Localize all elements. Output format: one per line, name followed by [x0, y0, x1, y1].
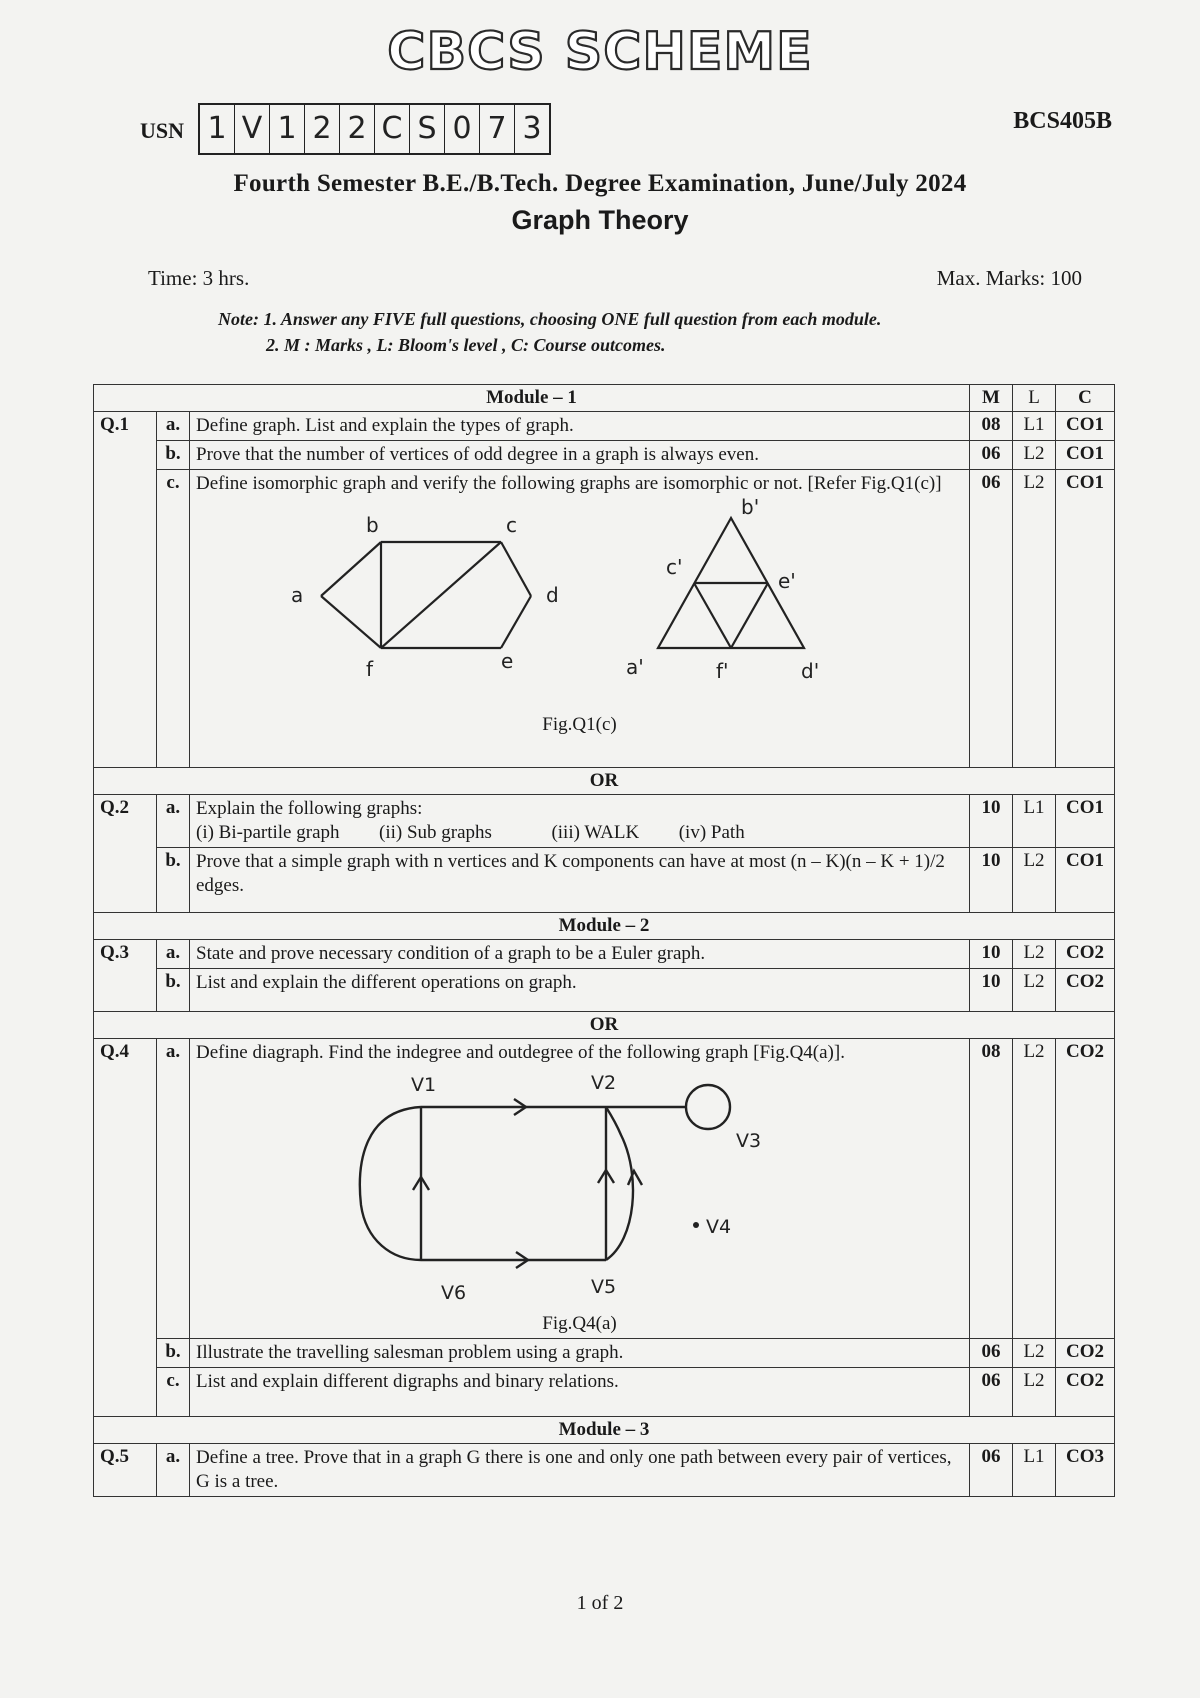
vertex-label: V3	[736, 1130, 762, 1152]
vertex-label: V6	[441, 1282, 467, 1304]
list-item: (iv) Path	[678, 822, 745, 843]
vertex-label: V4	[706, 1216, 732, 1238]
usn-char: 2	[340, 105, 375, 153]
course-outcome: CO2	[1056, 1339, 1115, 1368]
question-row	[94, 795, 1115, 848]
question-row	[94, 1444, 1115, 1497]
course-outcome: CO1	[1056, 848, 1115, 913]
marks: 06	[970, 1444, 1013, 1497]
sub-label: a.	[157, 1444, 190, 1497]
question-text: Illustrate the travelling salesman problem using a graph.	[190, 1339, 970, 1368]
marks: 08	[970, 412, 1013, 441]
course-outcome: CO1	[1056, 795, 1115, 848]
sub-label: a.	[157, 412, 190, 441]
course-outcome: CO2	[1056, 969, 1115, 1012]
usn-char: 1	[270, 105, 305, 153]
blooms-level: L1	[1013, 795, 1056, 848]
module-header-row	[94, 1417, 1115, 1444]
subject-title: Graph Theory	[511, 205, 689, 235]
usn-char: 0	[445, 105, 480, 153]
question-number: Q.5	[94, 1444, 157, 1497]
question-row	[94, 1039, 1115, 1339]
question-text-with-items	[190, 795, 970, 848]
course-outcome: CO2	[1056, 940, 1115, 969]
instructions-note	[218, 306, 881, 358]
sub-label: b.	[157, 441, 190, 470]
marks: 06	[970, 1339, 1013, 1368]
marks: 06	[970, 470, 1013, 768]
blooms-level: L2	[1013, 1368, 1056, 1417]
or-row	[94, 768, 1115, 795]
question-text: List and explain the different operations on graph.	[190, 969, 970, 1012]
module-title: Module – 1	[94, 385, 970, 412]
sub-label: a.	[157, 940, 190, 969]
vertex-label: V2	[591, 1072, 617, 1094]
vertex-label: b	[366, 513, 379, 537]
vertex-label: V5	[591, 1276, 617, 1298]
sub-label: b.	[157, 1339, 190, 1368]
question-number: Q.3	[94, 940, 157, 1012]
sub-label: a.	[157, 795, 190, 848]
col-level-header: L	[1013, 385, 1056, 412]
marks: 06	[970, 1368, 1013, 1417]
note-line-1: Note: 1. Answer any FIVE full questions, choosing ONE full question from each module.	[218, 309, 882, 329]
usn-char: 3	[522, 111, 542, 146]
question-text-with-figure	[190, 1039, 970, 1339]
marks: 10	[970, 848, 1013, 913]
marks: 06	[970, 441, 1013, 470]
course-outcome: CO1	[1056, 412, 1115, 441]
blooms-level: L2	[1013, 1339, 1056, 1368]
or-divider: OR	[94, 1012, 1115, 1039]
col-outcome-header: C	[1056, 385, 1115, 412]
usn-char: 1	[200, 105, 235, 153]
module-header-row	[94, 385, 1115, 412]
digraph-figure	[196, 1065, 916, 1305]
question-row	[94, 441, 1115, 470]
question-row	[94, 412, 1115, 441]
blooms-level: L2	[1013, 441, 1056, 470]
question-row	[94, 940, 1115, 969]
blooms-level: L2	[1013, 1039, 1056, 1339]
marks: 10	[970, 940, 1013, 969]
course-code: BCS405B	[1013, 108, 1112, 134]
vertex-label: e	[501, 649, 514, 673]
time-allowed: Time: 3 hrs.	[148, 266, 250, 290]
vertex-label: a	[291, 583, 304, 607]
question-text-with-figure	[190, 470, 970, 768]
question-table	[93, 384, 1115, 1497]
module-header-row	[94, 913, 1115, 940]
question-text: Define diagraph. Find the indegree and outdegree of the following graph [Fig.Q4(a)].	[196, 1042, 845, 1063]
list-item: (i) Bi-partile graph	[196, 822, 340, 843]
figure-caption: Fig.Q4(a)	[542, 1313, 617, 1334]
question-text: List and explain different digraphs and binary relations.	[190, 1368, 970, 1417]
sub-label: b.	[157, 848, 190, 913]
question-row	[94, 470, 1115, 768]
vertex-label: f	[366, 657, 374, 681]
vertex-label: a'	[626, 655, 644, 679]
blooms-level: L2	[1013, 848, 1056, 913]
blooms-level: L2	[1013, 969, 1056, 1012]
module-title: Module – 2	[94, 913, 1115, 940]
col-marks-header: M	[970, 385, 1013, 412]
figure-q4a	[196, 1065, 963, 1336]
blooms-level: L1	[1013, 1444, 1056, 1497]
question-text: Prove that the number of vertices of odd degree in a graph is always even.	[190, 441, 970, 470]
vertex-label: b'	[741, 496, 760, 519]
sub-label: c.	[157, 470, 190, 768]
question-text: Define graph. List and explain the types of graph.	[190, 412, 970, 441]
vertex-label: c'	[666, 555, 683, 579]
sub-label: a.	[157, 1039, 190, 1339]
marks: 10	[970, 795, 1013, 848]
list-item: (ii) Sub graphs	[379, 822, 492, 843]
question-text: Explain the following graphs:	[196, 798, 423, 819]
vertex-label: d	[546, 583, 559, 607]
sub-label: c.	[157, 1368, 190, 1417]
question-text: Define a tree. Prove that in a graph G there is one and only one path between every pair of vertices, G is a tree.	[190, 1444, 970, 1497]
page-number: 1 of 2	[576, 1592, 624, 1614]
marks: 10	[970, 969, 1013, 1012]
item-list	[196, 821, 963, 845]
vertex-label: f'	[716, 659, 729, 683]
question-number: Q.2	[94, 795, 157, 913]
course-outcome: CO1	[1056, 441, 1115, 470]
scheme-heading: CBCS SCHEME	[387, 22, 813, 82]
or-row	[94, 1012, 1115, 1039]
question-text: State and prove necessary condition of a graph to be a Euler graph.	[190, 940, 970, 969]
list-item: (iii) WALK	[551, 822, 640, 843]
isomorphic-graphs-figure	[196, 496, 916, 706]
question-row	[94, 848, 1115, 913]
blooms-level: L1	[1013, 412, 1056, 441]
usn-char: V	[235, 105, 270, 153]
question-row	[94, 969, 1115, 1012]
course-outcome: CO3	[1056, 1444, 1115, 1497]
question-text: Define isomorphic graph and verify the following graphs are isomorphic or not. [Refer Fig.Q1(c)]	[196, 473, 942, 494]
usn-char: 2	[305, 105, 340, 153]
usn-char: 7	[480, 105, 515, 153]
marks: 08	[970, 1039, 1013, 1339]
course-outcome: CO1	[1056, 470, 1115, 768]
vertex-label: V1	[411, 1074, 437, 1096]
question-number: Q.4	[94, 1039, 157, 1417]
figure-caption: Fig.Q1(c)	[542, 714, 617, 735]
usn-char: S	[410, 105, 445, 153]
vertex-label: c	[506, 513, 517, 537]
course-outcome: CO2	[1056, 1039, 1115, 1339]
module-title: Module – 3	[94, 1417, 1115, 1444]
vertex-label: e'	[778, 569, 796, 593]
sub-label: b.	[157, 969, 190, 1012]
max-marks: Max. Marks: 100	[936, 266, 1082, 290]
usn-label: USN	[140, 118, 185, 143]
question-text: Prove that a simple graph with n vertices and K components can have at most (n – K)(n – K + 1)/2 edges.	[190, 848, 970, 913]
note-line-2: 2. M : Marks , L: Bloom's level , C: Course outcomes.	[266, 335, 666, 355]
usn-char: C	[375, 105, 410, 153]
question-row	[94, 1368, 1115, 1417]
figure-q1c	[196, 496, 963, 765]
blooms-level: L2	[1013, 940, 1056, 969]
course-outcome: CO2	[1056, 1368, 1115, 1417]
question-number: Q.1	[94, 412, 157, 768]
exam-title: Fourth Semester B.E./B.Tech. Degree Examination, June/July 2024	[233, 170, 967, 197]
usn-boxes	[198, 103, 551, 155]
question-row	[94, 1339, 1115, 1368]
blooms-level: L2	[1013, 470, 1056, 768]
vertex-label: d'	[801, 659, 820, 683]
or-divider: OR	[94, 768, 1115, 795]
